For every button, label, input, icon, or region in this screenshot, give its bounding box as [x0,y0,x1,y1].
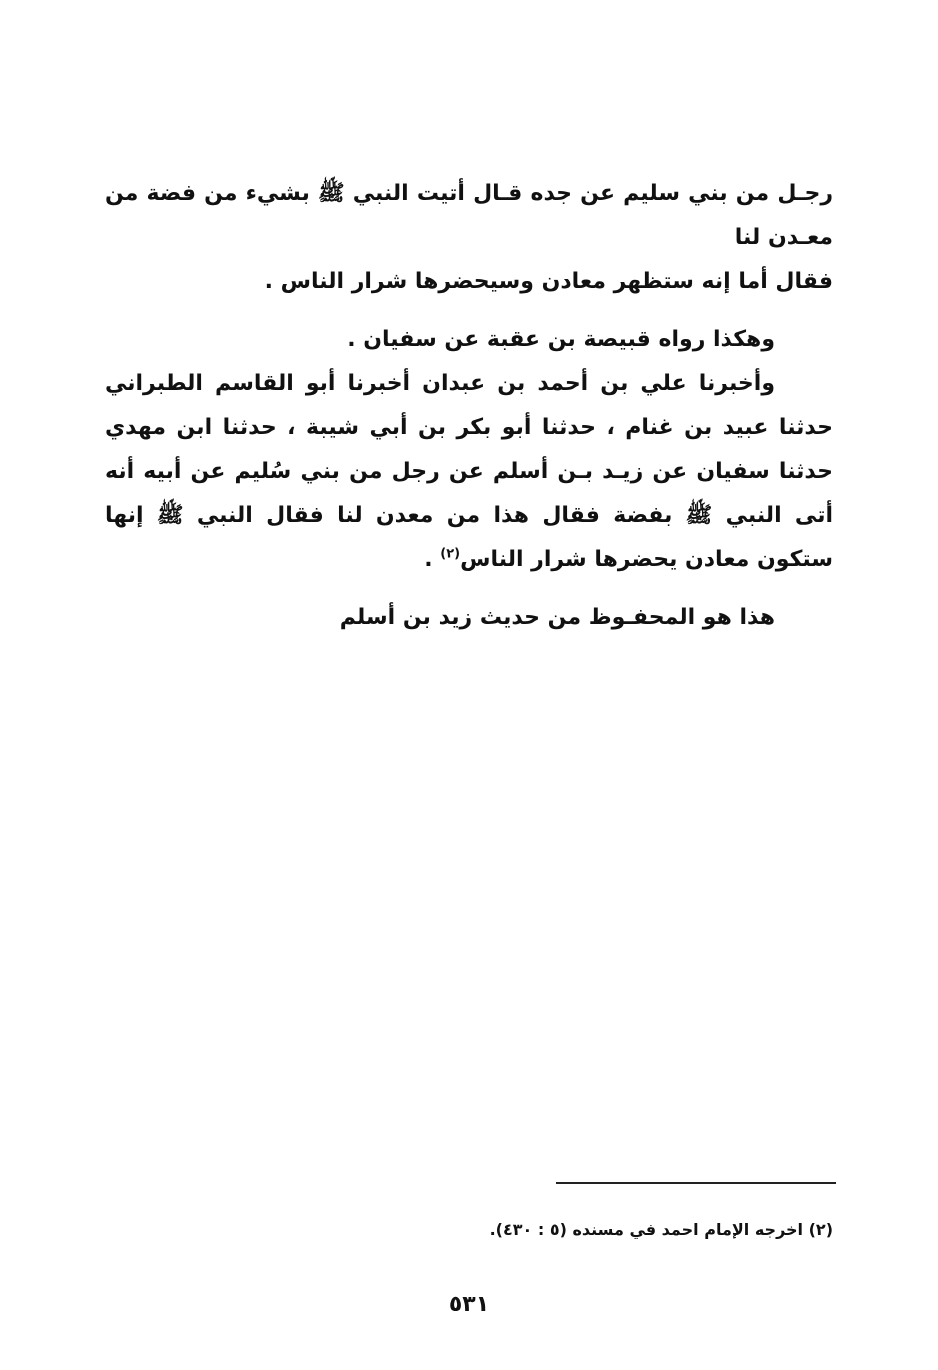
footnote-separator [556,1182,836,1184]
paragraph-3-end: . [424,547,441,572]
footnote-reference: (٢) [440,546,461,562]
paragraph-continuation [105,172,833,304]
paragraph-1-line-1: رجـل من بني سليم عن جده قـال أتيت النبي ﷺ بشيء من فضة من معـدن لنا [105,181,833,250]
paragraph-2: وهكذا رواه قبيصة بن عقبة عن سفيان . [347,327,775,352]
paragraph-3-text: وأخبرنا علي بن أحمد بن عبدان أخبرنا أبو القاسم الطبراني حدثنا عبيد بن غنام ، حدثنا أبو بكر بن أبي شيبة ، حدثنا ابن مهدي حدثنا سفيان عن زيـد بـن أسلم عن رجل من بني سُليم عن أبيه أنه أتى النبي ﷺ بفضة فقال هذا من معدن لنا فقال النبي ﷺ إنها ستكون معادن يحضرها شرار الناس [105,371,833,572]
paragraph-3 [105,362,833,582]
page-number: ٥٣١ [448,1292,490,1317]
paragraph-4: هذا هو المحفـوظ من حديث زيد بن أسلم [339,605,775,630]
paragraph-gap [105,582,833,596]
footnote: (٢) اخرجه الإمام احمد في مسنده (٥ : ٤٣٠). [489,1220,833,1239]
paragraph-1-line-2: فقال أما إنه ستظهر معادن وسيحضرها شرار الناس . [264,269,833,294]
main-text [105,172,833,640]
paragraph-gap [105,304,833,318]
